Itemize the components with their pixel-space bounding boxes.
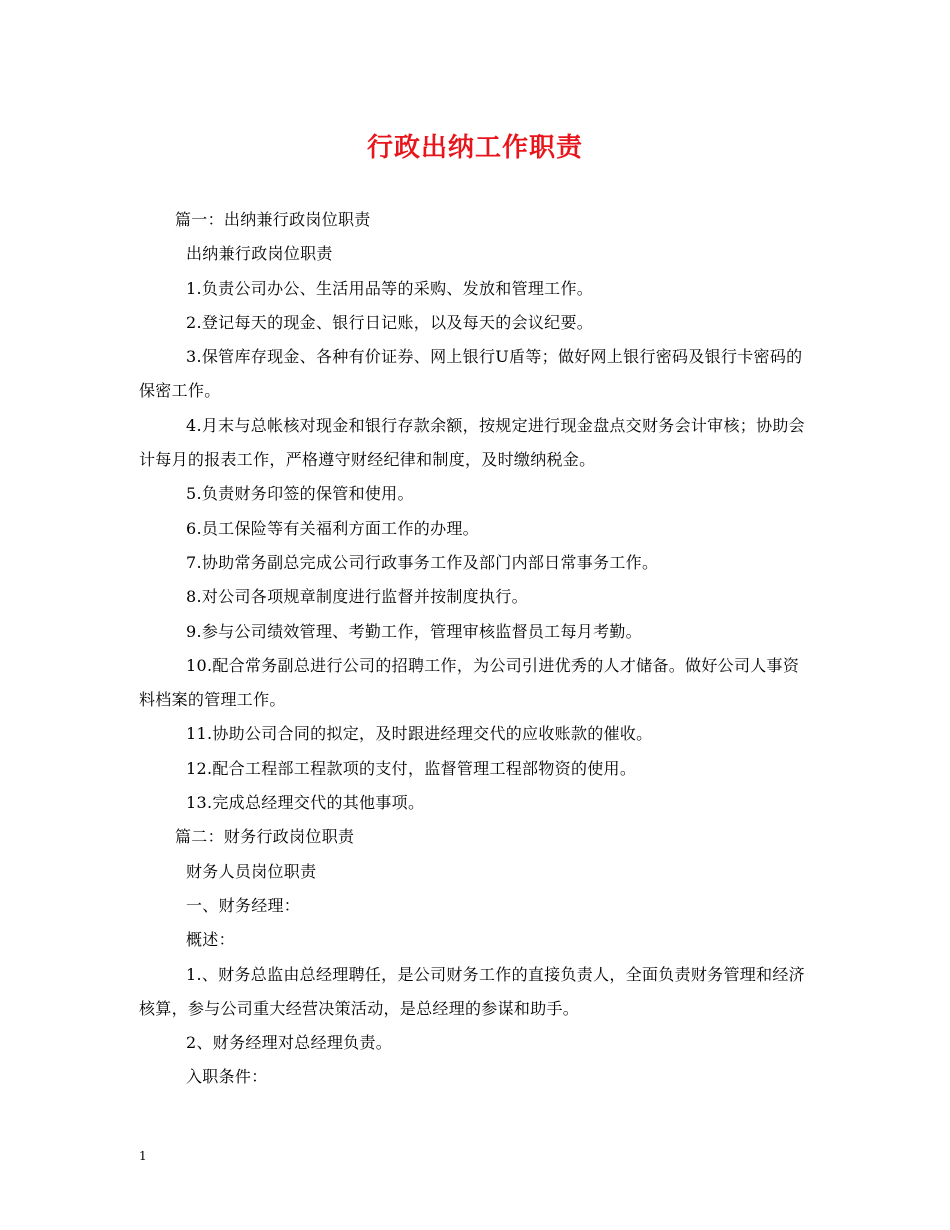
list-item: 10.配合常务副总进行公司的招聘工作，为公司引进优秀的人才储备。做好公司人事资料档案的管理工作。 [139,655,800,710]
list-item: 9.参与公司绩效管理、考勤工作，管理审核监督员工每月考勤。 [186,621,642,641]
document-title: 行政出纳工作职责 [366,133,583,163]
subheading-1: 出纳兼行政岗位职责 [186,244,333,264]
list-item: 4.月末与总帐核对现金和银行存款余额，按规定进行现金盘点交财务会计审核；协助会计每月的报表工作，严格遵守财经纪律和制度，及时缴纳税金。 [139,415,805,470]
section-heading-1: 篇一：出纳兼行政岗位职责 [175,210,371,229]
list-item: 2.登记每天的现金、银行日记账，以及每天的会议纪要。 [186,312,594,332]
list-item: 2、财务经理对总经理负责。 [186,1033,393,1053]
section-heading-2: 篇二：财务行政岗位职责 [175,827,355,847]
list-item: 1.负责公司办公、生活用品等的采购、发放和管理工作。 [186,278,594,298]
subheading-3: 一、财务经理： [186,895,301,915]
subheading-2: 财务人员岗位职责 [186,861,317,881]
list-item: 3.保管库存现金、各种有价证券、网上银行U盾等；做好网上银行密码及银行卡密码的保密工作。 [139,347,803,401]
subheading-5: 入职条件： [186,1067,268,1087]
list-item: 8.对公司各项规章制度进行监督并按制度执行。 [186,587,528,607]
list-item: 1.、财务总监由总经理聘任，是公司财务工作的直接负责人，全面负责财务管理和经济核算，参与公司重大经营决策活动，是总经理的参谋和助手。 [139,964,805,1018]
list-item: 11.协助公司合同的拟定，及时跟进经理交代的应收账款的催收。 [186,724,653,744]
list-item: 6.员工保险等有关福利方面工作的办理。 [186,518,479,538]
list-item: 12.配合工程部工程款项的支付，监督管理工程部物资的使用。 [186,758,637,778]
list-item: 13.完成总经理交代的其他事项。 [186,793,425,813]
subheading-4: 概述： [186,930,235,950]
list-item: 5.负责财务印签的保管和使用。 [186,484,414,504]
document-body [139,203,814,1095]
list-item: 7.协助常务副总完成公司行政事务工作及部门内部日常事务工作。 [186,552,659,572]
page-number: 1 [139,1149,147,1163]
